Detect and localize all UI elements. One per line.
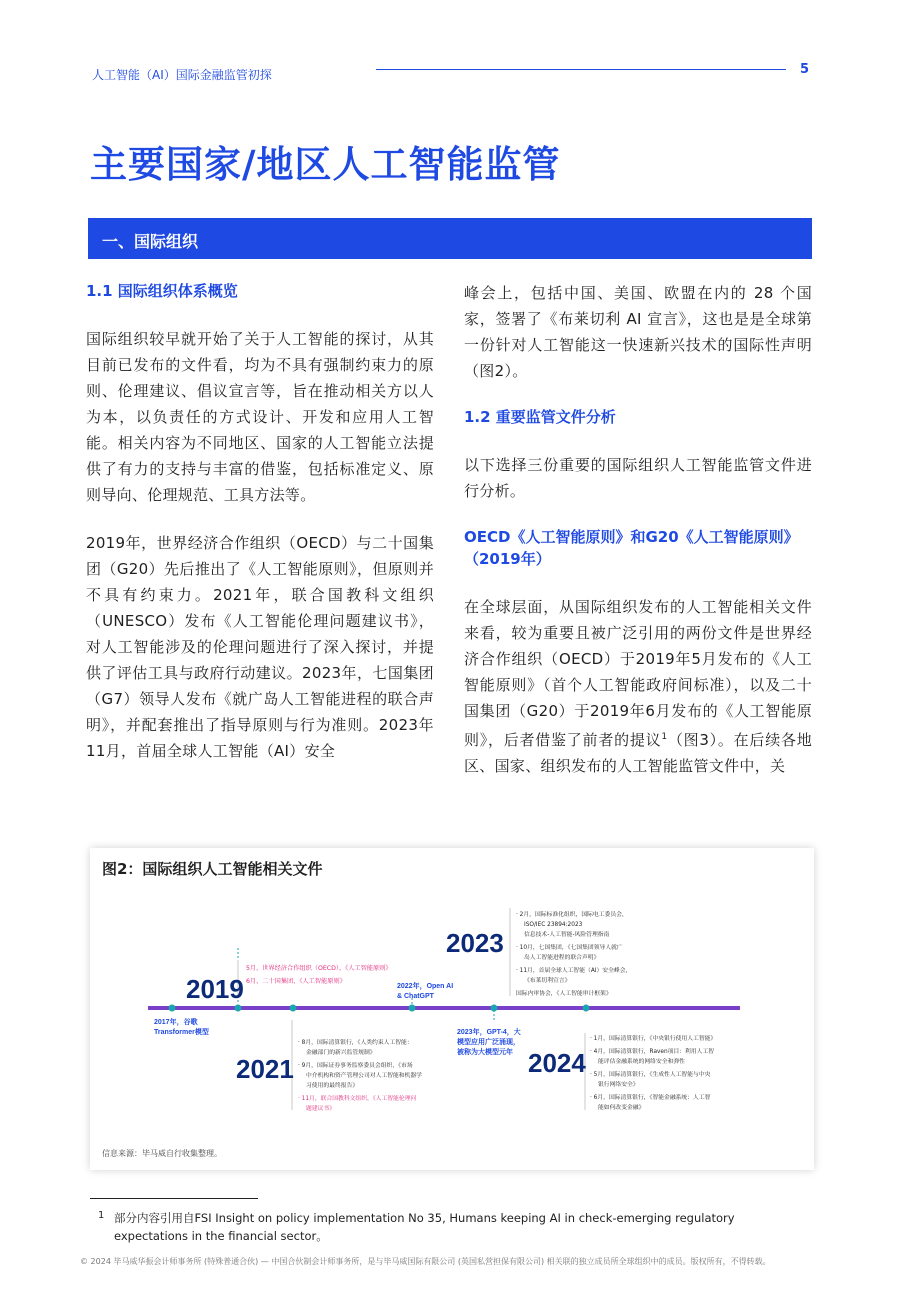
footnote-number: 1 bbox=[98, 1210, 105, 1221]
figure-source: 信息来源：毕马威自行收集整理。 bbox=[102, 1149, 222, 1158]
page-number: 5 bbox=[800, 62, 810, 77]
item-2021-1b: 金融部门的新兴监管规制》 bbox=[306, 1050, 376, 1056]
item-2024-3b: 银行网络安全》 bbox=[598, 1082, 639, 1088]
item-2021-2a: · 9月，国际证券事务监察委员会组织，《市场 bbox=[298, 1063, 413, 1069]
paragraph-oecd-tail: （图3）。在后续各地区、国家、组织发布的人工智能监管文件中，关 bbox=[464, 731, 813, 775]
timeline-dot-2022 bbox=[409, 1005, 416, 1012]
paragraph-oecd-text: 在全球层面，从国际组织发布的人工智能相关文件来看，较为重要且被广泛引用的两份文件是世界经济合作组织（OECD）于2019年5月发布的《人工智能原则》（首个人工智能政府间标准），以及二十国集团（G20）于2019年6月发布的《人工智能原则》，后者借鉴了前者的提议 bbox=[464, 598, 812, 749]
copyright-notice: © 2024 毕马威华振会计师事务所 (特殊普通合伙) — 中国合伙制会计师事务所，是与毕马威国际有限公司 (英国私营担保有限公司) 相关联的独立成员所全球组织中的成员。版权所有，不得转载。 bbox=[80, 1257, 771, 1266]
item-2023-3a: · 11月，首届全球人工智能（AI）安全峰会， bbox=[516, 968, 632, 974]
item-2023-2a: · 10月，七国集团，《七国集团领导人就广 bbox=[516, 945, 623, 951]
year-2021: 2021 bbox=[236, 1054, 294, 1084]
milestone-2023-line1: 2023年，GPT-4，大 bbox=[457, 1029, 521, 1036]
item-2024-2a: · 4月，国际清算银行，Raven项目：利用人工智 bbox=[590, 1049, 715, 1055]
document-title: 人工智能（AI）国际金融监管初探 bbox=[92, 68, 272, 82]
timeline-dot-2024 bbox=[583, 1005, 590, 1012]
milestone-2017-line1: 2017年，谷歌 bbox=[154, 1019, 198, 1026]
paragraph-oecd bbox=[464, 594, 812, 779]
milestone-2022-line2: & ChatGPT bbox=[397, 993, 434, 1000]
timeline-graphic bbox=[90, 848, 814, 1170]
item-2023-4: 国际内审协会，《人工智能审计框架》 bbox=[516, 991, 612, 997]
figure-title: 图2：国际组织人工智能相关文件 bbox=[102, 860, 323, 878]
milestone-2023-line3: 被称为大模型元年 bbox=[457, 1049, 513, 1056]
year-2019: 2019 bbox=[186, 974, 244, 1004]
item-2023-1a: · 2月，国际标准化组织，国际电工委员会， bbox=[516, 912, 628, 918]
item-2024-2b: 能评估金融系统的网络安全和弹性 bbox=[598, 1059, 685, 1065]
item-2021-2b: 中介机构和资产管理公司对人工智能和机器学 bbox=[306, 1073, 422, 1079]
item-2024-4a: · 6月，国际清算银行，《智能金融系统：人工智 bbox=[590, 1095, 711, 1101]
paragraph-continued: 峰会上，包括中国、美国、欧盟在内的 28 个国家，签署了《布莱切利 AI 宣言》，这也是是全球第一份针对人工智能这一快速新兴技术的国际性声明（图2）。 bbox=[464, 284, 812, 380]
figure-2 bbox=[90, 848, 814, 1170]
item-2023-1b: ISO/IEC 23894:2023 bbox=[524, 922, 583, 928]
footnote-ref[interactable]: 1 bbox=[661, 732, 668, 742]
page-title: 主要国家/地区人工智能监管 bbox=[90, 143, 561, 186]
year-2024: 2024 bbox=[528, 1048, 586, 1078]
section-bar bbox=[88, 218, 812, 259]
footnote-rule bbox=[90, 1198, 258, 1199]
item-2021-1a: · 8月，国际清算银行，《人类约束人工智能： bbox=[298, 1040, 413, 1046]
section-title: 一、国际组织 bbox=[102, 232, 199, 251]
item-2023-3b: 《布莱切利宣言》 bbox=[524, 978, 571, 984]
item-2021-3b: 题建议书》 bbox=[306, 1106, 335, 1112]
paragraph-history: 2019年，世界经济合作组织（OECD）与二十国集团（G20）先后推出了《人工智能原则》，但原则并不具有约束力。2021年，联合国教科文组织（UNESCO）发布《人工智能伦理问题建议书》，对人工智能涉及的伦理问题进行了深入探讨，并提供了评估工具与政府行动建议。2023年，七国集团（G7）领导人发布《就广岛人工智能进程的联合声明》，并配套推出了指导原则与行为准则。2023年11月，首届全球人工智能（AI）安全 bbox=[86, 534, 434, 760]
timeline-dot-2019 bbox=[235, 1005, 242, 1012]
milestone-2017-line2: Transformer模型 bbox=[154, 1029, 209, 1036]
heading-oecd: OECD《人工智能原则》和G20《人工智能原则》（2019年） bbox=[464, 528, 799, 568]
item-2023-2b: 岛人工智能进程的联合声明》 bbox=[524, 955, 600, 961]
milestone-2023-line2: 模型应用广泛涌现， bbox=[457, 1039, 520, 1046]
footnote-text: 部分内容引用自FSI Insight on policy implementation No 35, Humans keeping AI in check-emerging regulatory expectations in the financial sector。 bbox=[114, 1211, 735, 1243]
paragraph-overview: 国际组织较早就开始了关于人工智能的探讨，从其目前已发布的文件看，均为不具有强制约束力的原则、伦理建议、倡议宣言等，旨在推动相关方以人为本，以负责任的方式设计、开发和应用人工智能。相关内容为不同地区、国家的人工智能立法提供了有力的支持与丰富的借鉴，包括标准定义、原则导向、伦理规范、工具方法等。 bbox=[86, 330, 434, 504]
item-2019-2: 6月，二十国集团，《人工智能原则》 bbox=[246, 978, 346, 985]
heading-1-1: 1.1 国际组织体系概览 bbox=[86, 282, 238, 300]
item-2024-4b: 能如何改变金融》 bbox=[598, 1105, 645, 1111]
item-2021-3a: · 11月，联合国教科文组织，《人工智能伦理问 bbox=[298, 1096, 417, 1102]
right-column bbox=[464, 280, 812, 801]
paragraph-intro: 以下选择三份重要的国际组织人工智能监管文件进行分析。 bbox=[464, 456, 812, 500]
item-2024-1: · 1月，国际清算银行，《中央银行使用人工智能》 bbox=[590, 1036, 717, 1042]
heading-1-2: 1.2 重要监管文件分析 bbox=[464, 408, 616, 426]
item-2019-1: 5月，世界经济合作组织（OECD），《人工智能原则》 bbox=[246, 965, 392, 972]
timeline-dot-2021 bbox=[290, 1005, 297, 1012]
header-rule bbox=[376, 69, 786, 70]
timeline-dot-2017 bbox=[169, 1005, 176, 1012]
item-2024-3a: · 5月，国际清算银行，《生成性人工智能与中央 bbox=[590, 1072, 711, 1078]
left-column bbox=[86, 280, 434, 786]
item-2023-1c: 信息技术-人工智能-风险管理指南 bbox=[524, 932, 610, 938]
item-2021-2c: 习使用的最终报告》 bbox=[306, 1083, 359, 1089]
milestone-2022-line1: 2022年，Open AI bbox=[397, 983, 454, 990]
year-2023: 2023 bbox=[446, 928, 504, 958]
